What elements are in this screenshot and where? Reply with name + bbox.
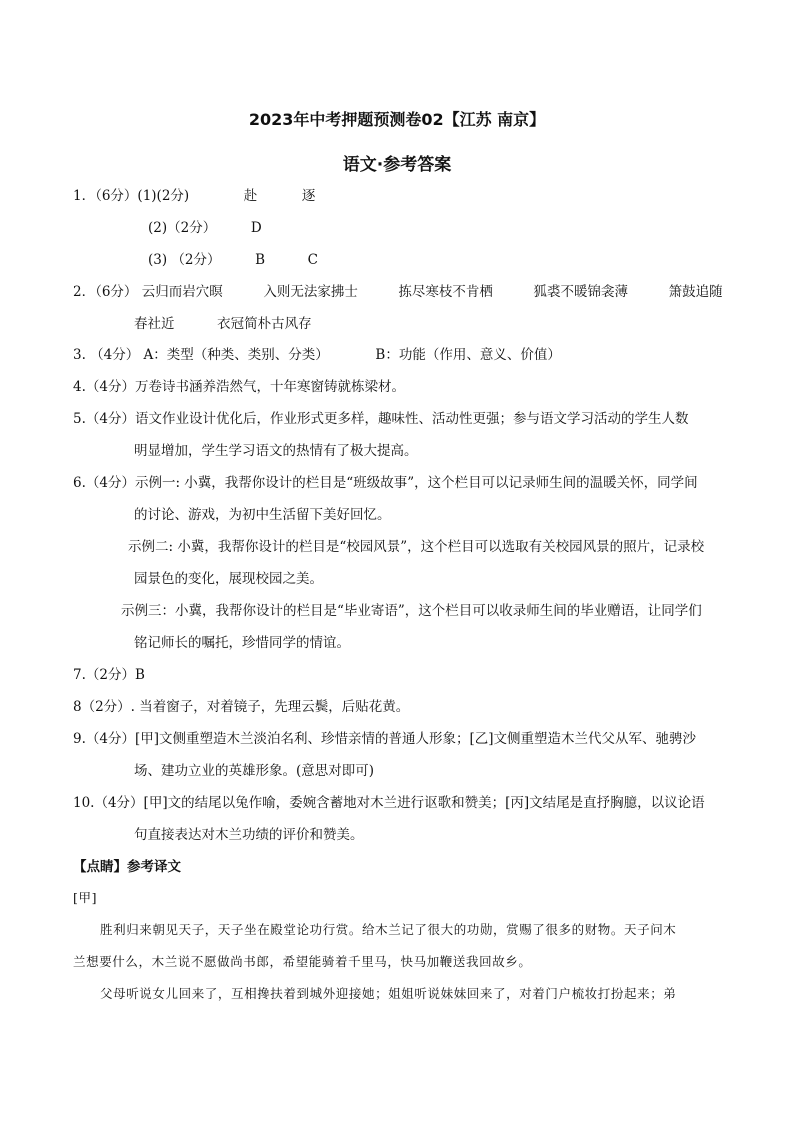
q1-part3-answer-1: B	[255, 252, 266, 268]
q6-line-4: 园景色的变化，展现校园之美。	[134, 571, 323, 587]
q7-line: 7.（2分）B	[73, 667, 145, 683]
q2-answer-3: 拣尽寒枝不肯栖	[398, 284, 493, 300]
q2-line-2	[134, 316, 312, 332]
q3-answer-a: 3. （4分） A：类型（种类、类别、分类）	[73, 347, 329, 363]
q6-line-2: 的讨论、游戏，为初中生活留下美好回忆。	[134, 507, 391, 523]
q9-line-1: 9.（4分）[甲]文侧重塑造木兰淡泊名利、珍惜亲情的普通人形象；[乙]文侧重塑造木兰代父从军、驰骋沙	[73, 731, 697, 747]
commentary-heading: 【点睛】参考译文	[73, 859, 181, 875]
q1-line-2	[148, 220, 262, 236]
q5-line-2: 明显增加，学生学习语文的热情有了极大提高。	[134, 443, 418, 459]
q10-line-2: 句直接表达对木兰功绩的评价和赞美。	[134, 827, 364, 843]
q5-line-1: 5.（4分）语文作业设计优化后，作业形式更多样，趣味性、活动性更强；参与语文学习活动的学生人数	[73, 411, 689, 427]
commentary-section-label: [甲]	[73, 890, 98, 905]
q1-part2-prefix: (2)（2分）	[148, 220, 217, 236]
translation-p1-line-1: 胜利归来朝见天子，天子坐在殿堂论功行赏。给木兰记了很大的功勋，赏赐了很多的财物。天子问木	[100, 922, 677, 937]
q2-prefix: 2．（6分）	[73, 284, 138, 300]
q2-line-1	[73, 284, 723, 300]
q6-line-3: 示例二: 小冀，我帮你设计的栏目是“校园风景”，这个栏目可以选取有关校园风景的照片，记录校	[128, 539, 705, 555]
q6-line-5: 示例三：小冀，我帮你设计的栏目是“毕业寄语”，这个栏目可以收录师生间的毕业赠语，让同学们	[121, 603, 702, 619]
q2-answer-6: 春社近	[134, 316, 175, 332]
q1-line-3	[148, 252, 318, 268]
q9-line-2: 场、建功立业的英雄形象。(意思对即可)	[134, 763, 375, 779]
q1-prefix: 1．（6分）(1)(2分)	[73, 188, 190, 204]
translation-p1-line-2: 兰想要什么，木兰说不愿做尚书郎，希望能骑着千里马，快马加鞭送我回故乡。	[73, 954, 532, 969]
q2-answer-4: 狐裘不暖锦衾薄	[533, 284, 629, 300]
q8-line: 8（2分）. 当着窗子，对着镜子，先理云鬓，后贴花黄。	[73, 699, 410, 715]
q6-line-1: 6.（4分）示例一: 小冀，我帮你设计的栏目是“班级故事”，这个栏目可以记录师生间的温暖关怀，同学间	[73, 475, 698, 491]
q6-line-6: 铭记师长的嘱托，珍惜同学的情谊。	[134, 635, 350, 651]
q3-line	[73, 347, 561, 363]
translation-p2-line-1: 父母听说女儿回来了，互相搀扶着到城外迎接她；姐姐听说妹妹回来了，对着门户梳妆打扮起来；弟	[100, 986, 677, 1001]
q2-answer-5: 箫鼓追随	[668, 284, 723, 300]
q1-part3-prefix: (3) （2分）	[148, 252, 221, 268]
answer-key-subtitle: 语文·参考答案	[342, 155, 452, 175]
q2-answer-7: 衣冠简朴古风存	[217, 316, 312, 332]
q1-line-1	[73, 188, 315, 204]
exam-title: 2023年中考押题预测卷02【江苏 南京】	[248, 110, 546, 129]
q1-answer-2: 逐	[301, 188, 316, 204]
q3-answer-b: B：功能（作用、意义、价值）	[375, 347, 561, 363]
q2-answer-1: 云归而岩穴暝	[141, 284, 223, 300]
q1-answer-1: 赴	[243, 188, 258, 204]
q4-line: 4.（4分）万卷诗书涵养浩然气，十年寒窗铸就栋梁材。	[73, 379, 405, 395]
q1-part3-answer-2: C	[307, 252, 318, 268]
q2-answer-2: 入则无法家拂士	[263, 284, 358, 300]
q1-part2-answer: D	[250, 220, 262, 236]
q10-line-1: 10.（4分）[甲]文的结尾以兔作喻，委婉含蓄地对木兰进行讴歌和赞美；[丙]文结尾是直抒胸臆，以议论语	[73, 795, 705, 811]
